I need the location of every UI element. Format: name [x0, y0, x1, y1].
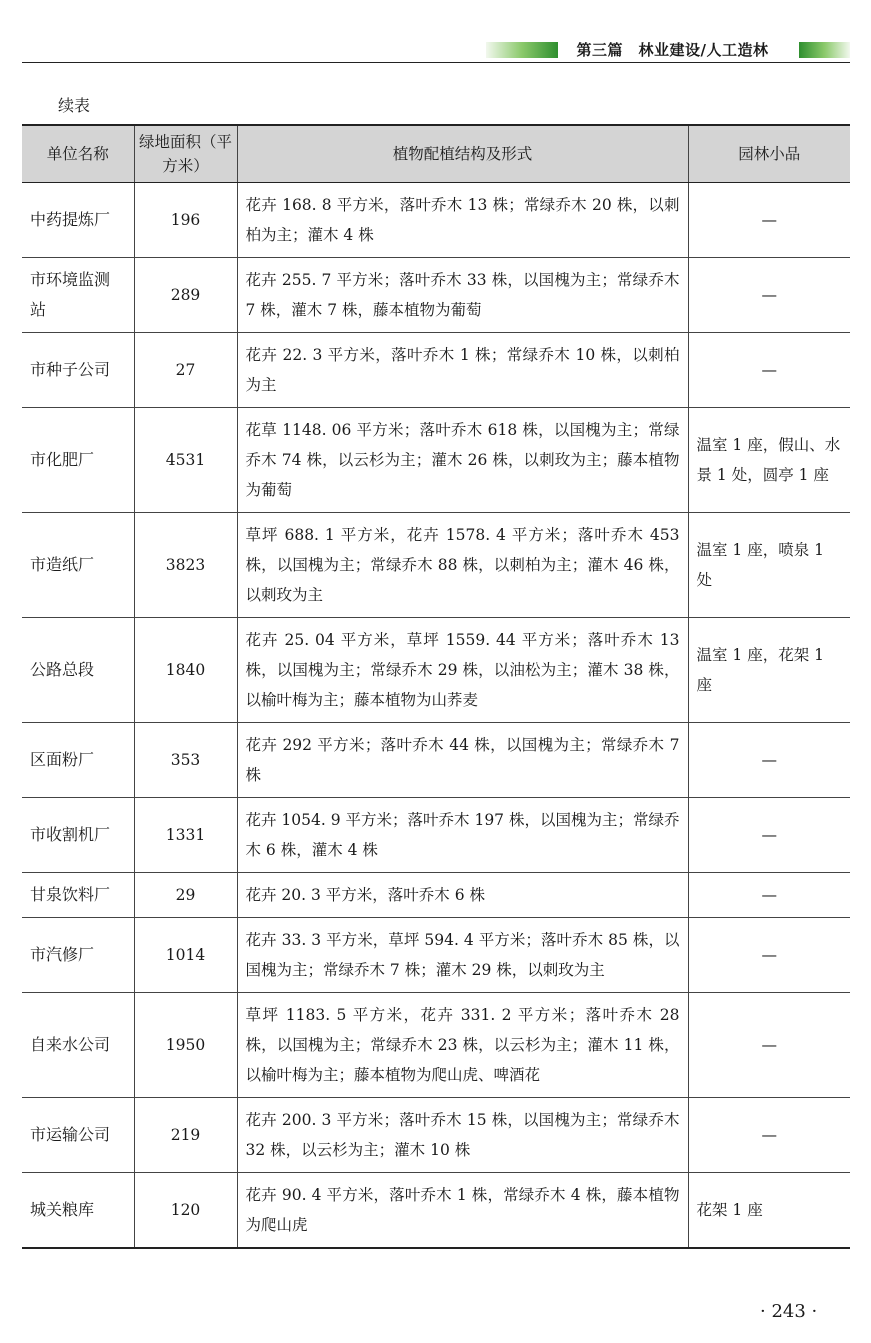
- green-area-cell: 120: [134, 1173, 237, 1249]
- unit-name-cell: 市造纸厂: [22, 513, 134, 618]
- plant-structure-cell: 花卉 90. 4 平方米，落叶乔木 1 株，常绿乔木 4 株，藤本植物为爬山虎: [237, 1173, 688, 1249]
- green-area-cell: 29: [134, 873, 237, 918]
- unit-name-cell: 市运输公司: [22, 1098, 134, 1173]
- green-area-cell: 4531: [134, 408, 237, 513]
- unit-name-cell: 市种子公司: [22, 333, 134, 408]
- green-area-cell: 289: [134, 258, 237, 333]
- table-row: [22, 1098, 850, 1173]
- table-header-row: [22, 125, 850, 183]
- plant-structure-cell: 花卉 168. 8 平方米，落叶乔木 13 株；常绿乔木 20 株，以刺柏为主；灌木 4 株: [237, 183, 688, 258]
- garden-features-cell: 温室 1 座，喷泉 1 处: [688, 513, 850, 618]
- garden-features-cell: —: [688, 258, 850, 333]
- unit-name-cell: 市收割机厂: [22, 798, 134, 873]
- unit-name-cell: 市汽修厂: [22, 918, 134, 993]
- green-area-cell: 1331: [134, 798, 237, 873]
- plant-structure-cell: 花卉 22. 3 平方米，落叶乔木 1 株；常绿乔木 10 株，以刺柏为主: [237, 333, 688, 408]
- unit-name-cell: 甘泉饮料厂: [22, 873, 134, 918]
- table-row: [22, 993, 850, 1098]
- garden-features-cell: 温室 1 座，花架 1 座: [688, 618, 850, 723]
- page-number: · 243 ·: [760, 1301, 818, 1322]
- garden-features-cell: —: [688, 1098, 850, 1173]
- green-area-cell: 219: [134, 1098, 237, 1173]
- plant-structure-cell: 花卉 20. 3 平方米，落叶乔木 6 株: [237, 873, 688, 918]
- garden-features-cell: —: [688, 183, 850, 258]
- greening-table: [22, 124, 850, 1249]
- unit-name-cell: 城关粮库: [22, 1173, 134, 1249]
- plant-structure-cell: 花卉 255. 7 平方米；落叶乔木 33 株，以国槐为主；常绿乔木 7 株，灌木 7 株，藤本植物为葡萄: [237, 258, 688, 333]
- running-header: [22, 38, 850, 62]
- plant-structure-cell: 花卉 33. 3 平方米，草坪 594. 4 平方米；落叶乔木 85 株，以国槐为主；常绿乔木 7 株；灌木 29 株，以刺玫为主: [237, 918, 688, 993]
- table-row: [22, 723, 850, 798]
- unit-name-cell: 中药提炼厂: [22, 183, 134, 258]
- green-area-cell: 1840: [134, 618, 237, 723]
- header-unit-name: 单位名称: [22, 125, 134, 183]
- unit-name-cell: 市环境监测站: [22, 258, 134, 333]
- table-body: [22, 183, 850, 1249]
- header-rule: [22, 62, 850, 63]
- table-row: [22, 408, 850, 513]
- green-area-cell: 1950: [134, 993, 237, 1098]
- unit-name-cell: 公路总段: [22, 618, 134, 723]
- unit-name-cell: 市化肥厂: [22, 408, 134, 513]
- garden-features-cell: —: [688, 798, 850, 873]
- header-green-area: 绿地面积（平方米）: [134, 125, 237, 183]
- table-row: [22, 513, 850, 618]
- header-garden-features: 园林小品: [688, 125, 850, 183]
- unit-name-cell: 自来水公司: [22, 993, 134, 1098]
- garden-features-cell: —: [688, 333, 850, 408]
- green-area-cell: 3823: [134, 513, 237, 618]
- table-header: [22, 125, 850, 183]
- plant-structure-cell: 草坪 688. 1 平方米，花卉 1578. 4 平方米；落叶乔木 453 株，以国槐为主；常绿乔木 88 株，以刺柏为主；灌木 46 株，以刺玫为主: [237, 513, 688, 618]
- garden-features-cell: 温室 1 座，假山、水景 1 处，圆亭 1 座: [688, 408, 850, 513]
- garden-features-cell: —: [688, 918, 850, 993]
- garden-features-cell: —: [688, 993, 850, 1098]
- table-row: [22, 333, 850, 408]
- plant-structure-cell: 花卉 25. 04 平方米，草坪 1559. 44 平方米；落叶乔木 13 株，以国槐为主；常绿乔木 29 株，以油松为主；灌木 38 株，以榆叶梅为主；藤本植物为山荞麦: [237, 618, 688, 723]
- table-row: [22, 798, 850, 873]
- table-row: [22, 618, 850, 723]
- garden-features-cell: —: [688, 873, 850, 918]
- header-decoration-left: [486, 42, 558, 58]
- plant-structure-cell: 花卉 1054. 9 平方米；落叶乔木 197 株，以国槐为主；常绿乔木 6 株，灌木 4 株: [237, 798, 688, 873]
- header-plant-structure: 植物配植结构及形式: [237, 125, 688, 183]
- garden-features-cell: 花架 1 座: [688, 1173, 850, 1249]
- plant-structure-cell: 花卉 200. 3 平方米；落叶乔木 15 株，以国槐为主；常绿乔木 32 株，以云杉为主；灌木 10 株: [237, 1098, 688, 1173]
- green-area-cell: 353: [134, 723, 237, 798]
- garden-features-cell: —: [688, 723, 850, 798]
- table-row: [22, 1173, 850, 1249]
- header-title: 第三篇 林业建设/人工造林: [576, 41, 769, 59]
- table-row: [22, 873, 850, 918]
- table-row: [22, 918, 850, 993]
- table-row: [22, 258, 850, 333]
- unit-name-cell: 区面粉厂: [22, 723, 134, 798]
- plant-structure-cell: 花草 1148. 06 平方米；落叶乔木 618 株，以国槐为主；常绿乔木 74 株，以云杉为主；灌木 26 株，以刺玫为主；藤本植物为葡萄: [237, 408, 688, 513]
- green-area-cell: 196: [134, 183, 237, 258]
- plant-structure-cell: 花卉 292 平方米；落叶乔木 44 株，以国槐为主；常绿乔木 7 株: [237, 723, 688, 798]
- plant-structure-cell: 草坪 1183. 5 平方米，花卉 331. 2 平方米；落叶乔木 28 株，以国槐为主；常绿乔木 23 株，以云杉为主；灌木 11 株，以榆叶梅为主；藤本植物为爬山虎、啤酒花: [237, 993, 688, 1098]
- header-decoration-right: [799, 42, 850, 58]
- green-area-cell: 27: [134, 333, 237, 408]
- green-area-cell: 1014: [134, 918, 237, 993]
- table-row: [22, 183, 850, 258]
- table-caption: 续表: [58, 96, 91, 115]
